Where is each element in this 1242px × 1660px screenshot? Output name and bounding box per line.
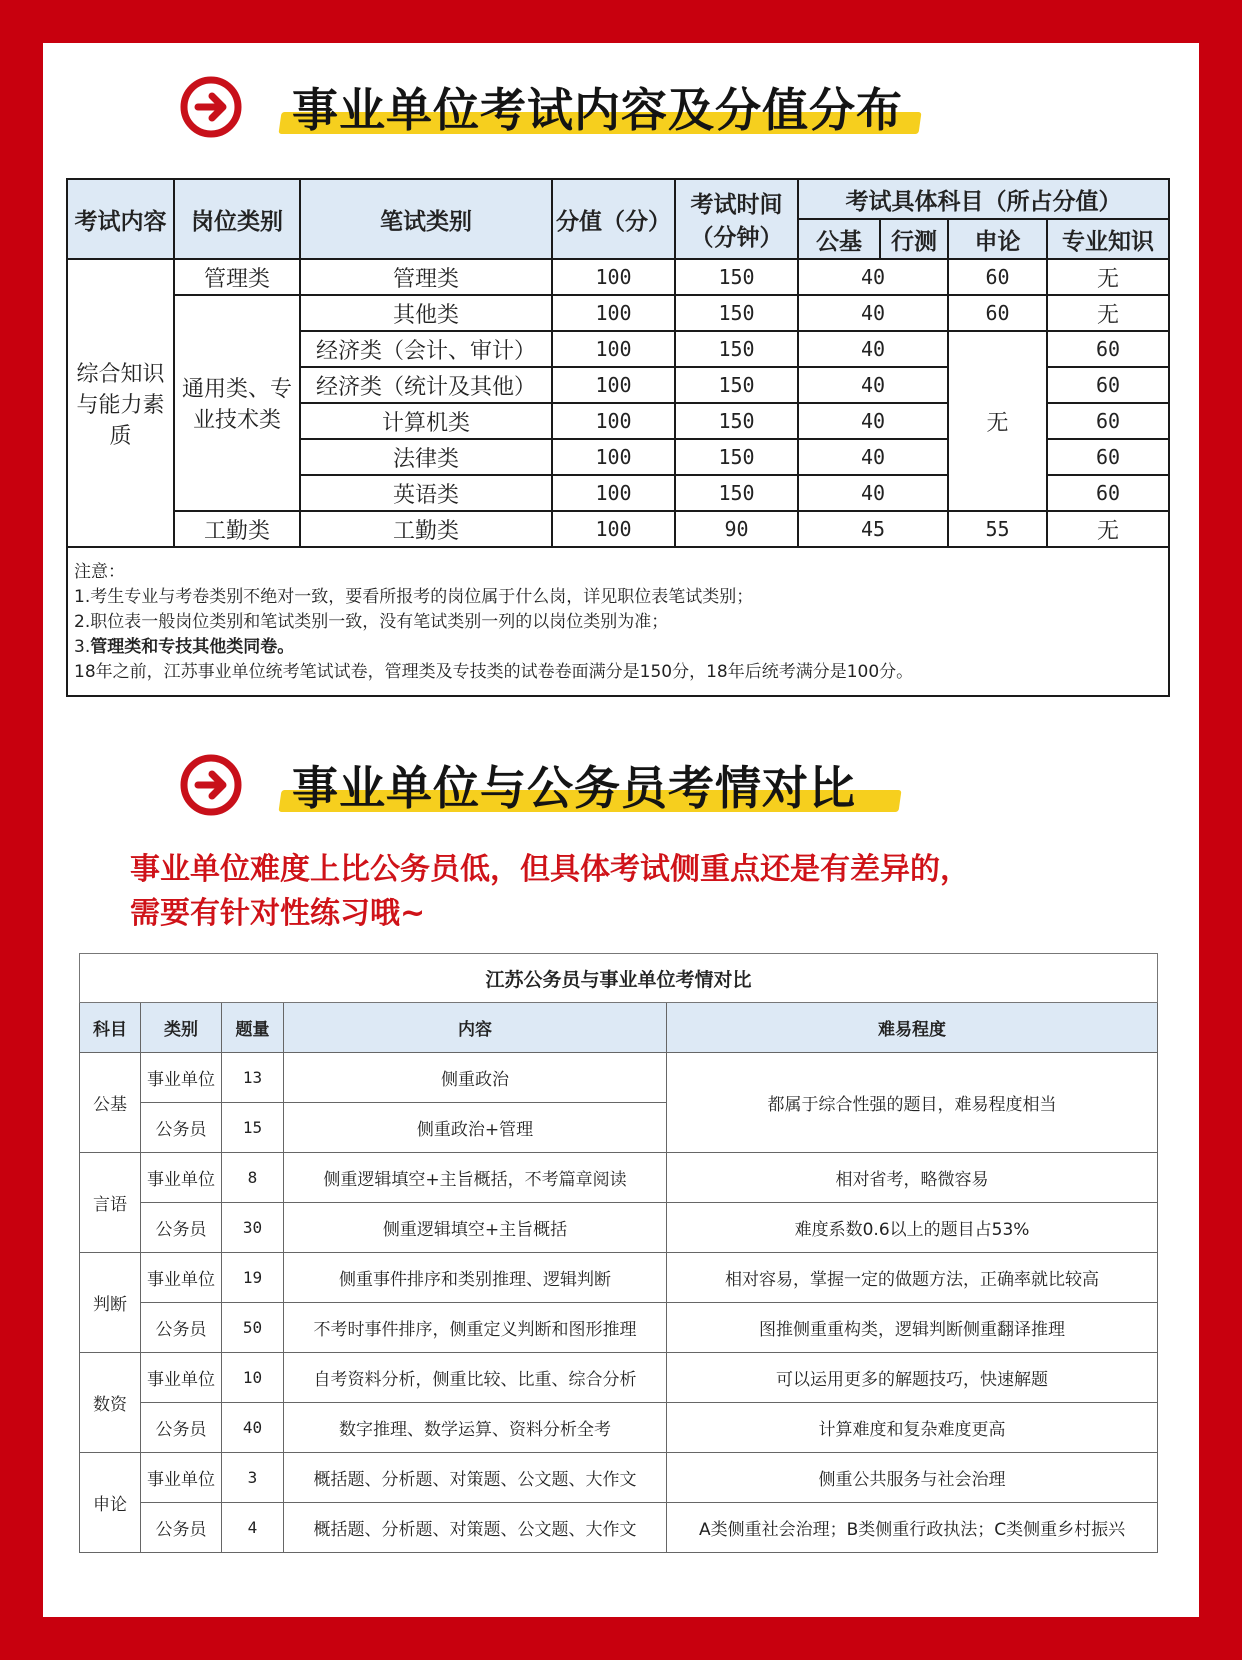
table-row (80, 1353, 1158, 1403)
time-cell: 150 (675, 403, 798, 439)
position-cell: 工勤类 (174, 511, 300, 547)
zhuanye-cell: 60 (1047, 331, 1169, 367)
header-gongji: 公基 (798, 219, 880, 259)
zhuanye-cell: 无 (1047, 511, 1169, 547)
subject-cell: 公基 (80, 1053, 141, 1153)
difficulty-cell: 图推侧重重构类，逻辑判断侧重翻译推理 (667, 1303, 1158, 1353)
category-cell: 事业单位 (141, 1053, 222, 1103)
time-cell: 150 (675, 475, 798, 511)
header-xingce: 行测 (880, 219, 948, 259)
comparison-table (79, 953, 1158, 1553)
time-cell: 150 (675, 295, 798, 331)
difficulty-cell: 计算难度和复杂难度更高 (667, 1403, 1158, 1453)
exam-cell: 其他类 (300, 295, 552, 331)
note-2: 2.职位表一般岗位类别和笔试类别一致，没有笔试类别一列的以岗位类别为准； (74, 612, 669, 632)
count-cell: 3 (222, 1453, 284, 1503)
position-cell: 管理类 (174, 259, 300, 295)
content-cell: 自考资料分析，侧重比较、比重、综合分析 (284, 1353, 667, 1403)
header-time: 考试时间（分钟） (675, 179, 798, 259)
arrow-right-circle-icon (180, 76, 242, 138)
gx-cell: 40 (798, 439, 948, 475)
zhuanye-cell: 无 (1047, 295, 1169, 331)
shenlun-cell: 60 (948, 259, 1047, 295)
subject-cell: 申论 (80, 1453, 141, 1553)
note-3-bold: 管理类和专技其他类同卷。 (90, 637, 295, 657)
content-cell: 侧重逻辑填空+主旨概括，不考篇章阅读 (284, 1153, 667, 1203)
note-1: 1.考生专业与考卷类别不绝对一致，要看所报考的岗位属于什么岗，详见职位表笔试类别； (74, 587, 754, 607)
header-count: 题量 (222, 1003, 284, 1053)
section-title-2: 事业单位与公务员考情对比 (292, 761, 856, 815)
notes-title: 注意： (74, 562, 125, 582)
exam-cell: 英语类 (300, 475, 552, 511)
zhuanye-cell: 60 (1047, 439, 1169, 475)
score-cell: 100 (552, 511, 675, 547)
difficulty-cell: 相对省考，略微容易 (667, 1153, 1158, 1203)
zhuanye-cell: 60 (1047, 475, 1169, 511)
count-cell: 15 (222, 1103, 284, 1153)
table-row (67, 259, 1169, 295)
shenlun-cell: 60 (948, 295, 1047, 331)
header-subjects: 考试具体科目（所占分值） (798, 179, 1169, 219)
subtitle-line-1: 事业单位难度上比公务员低，但具体考试侧重点还是有差异的， (130, 852, 970, 887)
content-cell: 综合知识与能力素质 (67, 259, 174, 547)
time-cell: 150 (675, 259, 798, 295)
count-cell: 13 (222, 1053, 284, 1103)
table-row (67, 511, 1169, 547)
header-content: 内容 (284, 1003, 667, 1053)
table-row (80, 1253, 1158, 1303)
content-cell: 侧重政治+管理 (284, 1103, 667, 1153)
table-row (80, 1203, 1158, 1253)
category-cell: 事业单位 (141, 1453, 222, 1503)
table-row (80, 1503, 1158, 1553)
time-cell: 150 (675, 331, 798, 367)
table-row (80, 1053, 1158, 1103)
header-exam-type: 笔试类别 (300, 179, 552, 259)
header-position-type: 岗位类别 (174, 179, 300, 259)
exam-cell: 管理类 (300, 259, 552, 295)
category-cell: 公务员 (141, 1503, 222, 1553)
table-row (80, 1453, 1158, 1503)
difficulty-cell: 相对容易，掌握一定的做题方法，正确率就比较高 (667, 1253, 1158, 1303)
section-subtitle (130, 848, 1130, 936)
difficulty-cell: A类侧重社会治理；B类侧重行政执法；C类侧重乡村振兴 (667, 1503, 1158, 1553)
arrow-right-circle-icon (180, 754, 242, 816)
subject-cell: 数资 (80, 1353, 141, 1453)
zhuanye-cell: 无 (1047, 259, 1169, 295)
subtitle-line-2: 需要有针对性练习哦~ (130, 896, 426, 931)
gx-cell: 40 (798, 295, 948, 331)
count-cell: 19 (222, 1253, 284, 1303)
content-cell: 数字推理、数学运算、资料分析全考 (284, 1403, 667, 1453)
exam-cell: 工勤类 (300, 511, 552, 547)
shenlun-cell: 无 (948, 331, 1047, 511)
category-cell: 事业单位 (141, 1253, 222, 1303)
category-cell: 公务员 (141, 1403, 222, 1453)
gx-cell: 40 (798, 367, 948, 403)
table-row (80, 1153, 1158, 1203)
exam-cell: 经济类（会计、审计） (300, 331, 552, 367)
zhuanye-cell: 60 (1047, 367, 1169, 403)
category-cell: 事业单位 (141, 1153, 222, 1203)
count-cell: 8 (222, 1153, 284, 1203)
time-cell: 90 (675, 511, 798, 547)
table-row (80, 1403, 1158, 1453)
zhuanye-cell: 60 (1047, 403, 1169, 439)
score-cell: 100 (552, 367, 675, 403)
gx-cell: 40 (798, 403, 948, 439)
category-cell: 事业单位 (141, 1353, 222, 1403)
position-cell: 通用类、专业技术类 (174, 295, 300, 511)
count-cell: 30 (222, 1203, 284, 1253)
difficulty-cell: 侧重公共服务与社会治理 (667, 1453, 1158, 1503)
category-cell: 公务员 (141, 1103, 222, 1153)
content-cell: 侧重事件排序和类别推理、逻辑判断 (284, 1253, 667, 1303)
exam-cell: 法律类 (300, 439, 552, 475)
shenlun-cell: 55 (948, 511, 1047, 547)
score-cell: 100 (552, 259, 675, 295)
difficulty-cell: 都属于综合性强的题目，难易程度相当 (667, 1053, 1158, 1153)
count-cell: 50 (222, 1303, 284, 1353)
content-cell: 不考时事件排序，侧重定义判断和图形推理 (284, 1303, 667, 1353)
gx-cell: 40 (798, 475, 948, 511)
header-difficulty: 难易程度 (667, 1003, 1158, 1053)
exam-cell: 经济类（统计及其他） (300, 367, 552, 403)
table-row (80, 1303, 1158, 1353)
header-content: 考试内容 (67, 179, 174, 259)
time-cell: 150 (675, 367, 798, 403)
score-cell: 100 (552, 331, 675, 367)
score-cell: 100 (552, 475, 675, 511)
score-cell: 100 (552, 439, 675, 475)
content-cell: 概括题、分析题、对策题、公文题、大作文 (284, 1503, 667, 1553)
note-3-prefix: 3. (74, 637, 91, 657)
header-zhuanye: 专业知识 (1047, 219, 1169, 259)
header-subject: 科目 (80, 1003, 141, 1053)
content-cell: 侧重政治 (284, 1053, 667, 1103)
count-cell: 4 (222, 1503, 284, 1553)
score-cell: 100 (552, 403, 675, 439)
comparison-table-title: 江苏公务员与事业单位考情对比 (80, 954, 1158, 1003)
gx-cell: 40 (798, 331, 948, 367)
gx-cell: 45 (798, 511, 948, 547)
section-heading-2 (180, 750, 1080, 830)
section-title-1: 事业单位考试内容及分值分布 (292, 83, 903, 137)
subject-cell: 言语 (80, 1153, 141, 1253)
section-heading-1 (180, 72, 1080, 152)
score-cell: 100 (552, 295, 675, 331)
time-cell: 150 (675, 439, 798, 475)
count-cell: 10 (222, 1353, 284, 1403)
count-cell: 40 (222, 1403, 284, 1453)
difficulty-cell: 可以运用更多的解题技巧，快速解题 (667, 1353, 1158, 1403)
header-score: 分值（分） (552, 179, 675, 259)
content-cell: 概括题、分析题、对策题、公文题、大作文 (284, 1453, 667, 1503)
gx-cell: 40 (798, 259, 948, 295)
subject-cell: 判断 (80, 1253, 141, 1353)
exam-cell: 计算机类 (300, 403, 552, 439)
notes-cell (67, 547, 1169, 696)
exam-score-table (66, 178, 1170, 697)
note-4: 18年之前，江苏事业单位统考笔试试卷，管理类及专技类的试卷卷面满分是150分，18年后统考满分是100分。 (74, 662, 914, 682)
header-category: 类别 (141, 1003, 222, 1053)
header-shenlun: 申论 (948, 219, 1047, 259)
difficulty-cell: 难度系数0.6以上的题目占53% (667, 1203, 1158, 1253)
category-cell: 公务员 (141, 1203, 222, 1253)
category-cell: 公务员 (141, 1303, 222, 1353)
table-row (67, 295, 1169, 331)
content-cell: 侧重逻辑填空+主旨概括 (284, 1203, 667, 1253)
note-3 (74, 635, 1162, 660)
